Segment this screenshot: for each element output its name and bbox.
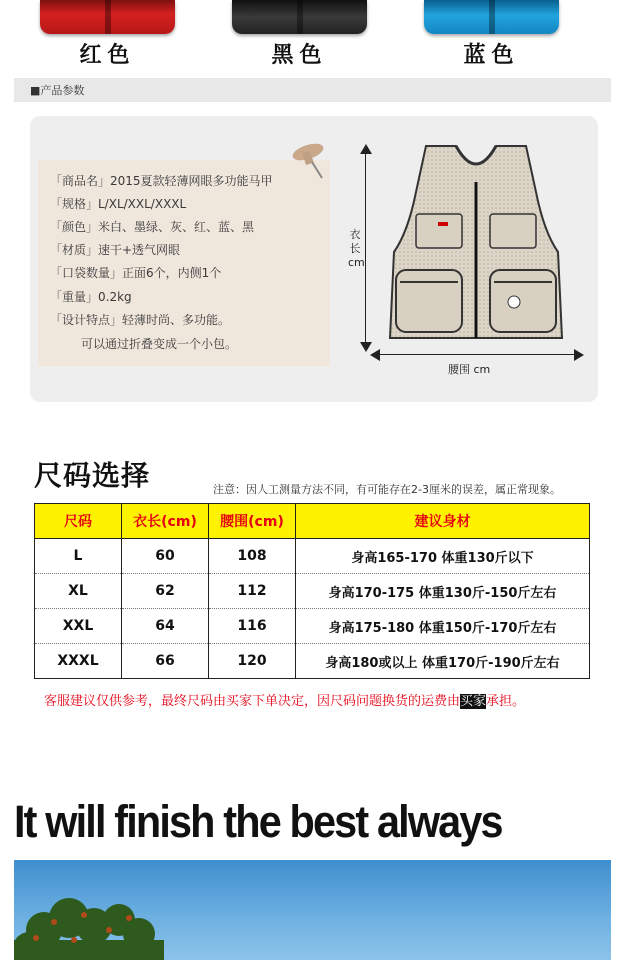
slogan-heading: It will finish the best always bbox=[14, 796, 502, 847]
vest-image bbox=[386, 142, 566, 346]
param-material: 「材质」速干+透气网眼 bbox=[50, 243, 181, 257]
table-row bbox=[35, 539, 590, 574]
waist-dimension-line bbox=[378, 354, 576, 355]
footnote-highlight: 买家 bbox=[460, 694, 487, 709]
size-chart-table bbox=[34, 503, 590, 679]
color-label-red: 红色 bbox=[79, 43, 136, 68]
waist-cell: 112 bbox=[209, 574, 296, 609]
waist-cell: 116 bbox=[209, 609, 296, 644]
arrow-up-icon bbox=[360, 144, 372, 154]
footnote-text: 客服建议仅供参考，最终尺码由买家下单决定，因尺码问题换货的运费由 bbox=[44, 694, 461, 709]
length-cell: 60 bbox=[122, 539, 209, 574]
table-row bbox=[35, 574, 590, 609]
length-dimension-line bbox=[365, 152, 366, 346]
param-color: 「颜色」米白、墨绿、灰、红、蓝、黑 bbox=[50, 220, 255, 234]
waist-cell: 120 bbox=[209, 644, 296, 679]
recommend-cell: 身高175-180 体重150斤-170斤左右 bbox=[296, 609, 590, 644]
footnote-text-end: 承担。 bbox=[486, 694, 526, 709]
recommend-cell: 身高180或以上 体重170斤-190斤左右 bbox=[296, 644, 590, 679]
params-panel bbox=[38, 160, 330, 366]
header-recommend: 建议身材 bbox=[296, 504, 590, 539]
pushpin-icon bbox=[288, 140, 330, 180]
param-design-cont: 可以通过折叠变成一个小包。 bbox=[81, 337, 238, 351]
waist-label: 腰围 cm bbox=[448, 363, 491, 376]
size-chart-note: 注意：因人工测量方法不同，有可能存在2-3厘米的误差，属正常现象。 bbox=[213, 483, 561, 496]
size-cell: XXL bbox=[35, 609, 122, 644]
product-params-card bbox=[30, 116, 598, 402]
param-name: 「商品名」2015夏款轻薄网眼多功能马甲 bbox=[50, 174, 273, 188]
table-row bbox=[35, 644, 590, 679]
arrow-left-icon bbox=[370, 349, 380, 361]
header-waist: 腰围(cm) bbox=[209, 504, 296, 539]
tree-image bbox=[14, 860, 611, 960]
param-pockets: 「口袋数量」正面6个，内侧1个 bbox=[50, 266, 222, 280]
param-weight: 「重量」0.2kg bbox=[50, 290, 132, 304]
header-size: 尺码 bbox=[35, 504, 122, 539]
section-title: ■产品参数 bbox=[30, 84, 85, 97]
black-vest-thumbnail[interactable] bbox=[232, 0, 367, 34]
recommend-cell: 身高165-170 体重130斤以下 bbox=[296, 539, 590, 574]
color-label-blue: 蓝色 bbox=[463, 43, 520, 68]
length-cell: 64 bbox=[122, 609, 209, 644]
blue-vest-thumbnail[interactable] bbox=[424, 0, 559, 34]
table-header-row bbox=[35, 504, 590, 539]
red-vest-thumbnail[interactable] bbox=[40, 0, 175, 34]
size-chart-title: 尺码选择 bbox=[34, 459, 151, 492]
size-cell: XL bbox=[35, 574, 122, 609]
length-cell: 66 bbox=[122, 644, 209, 679]
size-cell: XXXL bbox=[35, 644, 122, 679]
arrow-right-icon bbox=[574, 349, 584, 361]
color-label-black: 黑色 bbox=[271, 43, 328, 68]
param-design: 「设计特点」轻薄时尚、多功能。 bbox=[50, 313, 231, 327]
color-options bbox=[0, 0, 620, 78]
length-label: 衣长cm bbox=[348, 228, 365, 269]
size-cell: L bbox=[35, 539, 122, 574]
vest-dimension-figure bbox=[348, 142, 593, 387]
outdoor-photo bbox=[14, 860, 611, 960]
length-cell: 62 bbox=[122, 574, 209, 609]
section-header bbox=[14, 78, 611, 102]
table-row bbox=[35, 609, 590, 644]
size-footnote bbox=[44, 690, 525, 709]
recommend-cell: 身高170-175 体重130斤-150斤左右 bbox=[296, 574, 590, 609]
waist-cell: 108 bbox=[209, 539, 296, 574]
header-length: 衣长(cm) bbox=[122, 504, 209, 539]
param-spec: 「规格」L/XL/XXL/XXXL bbox=[50, 197, 187, 211]
